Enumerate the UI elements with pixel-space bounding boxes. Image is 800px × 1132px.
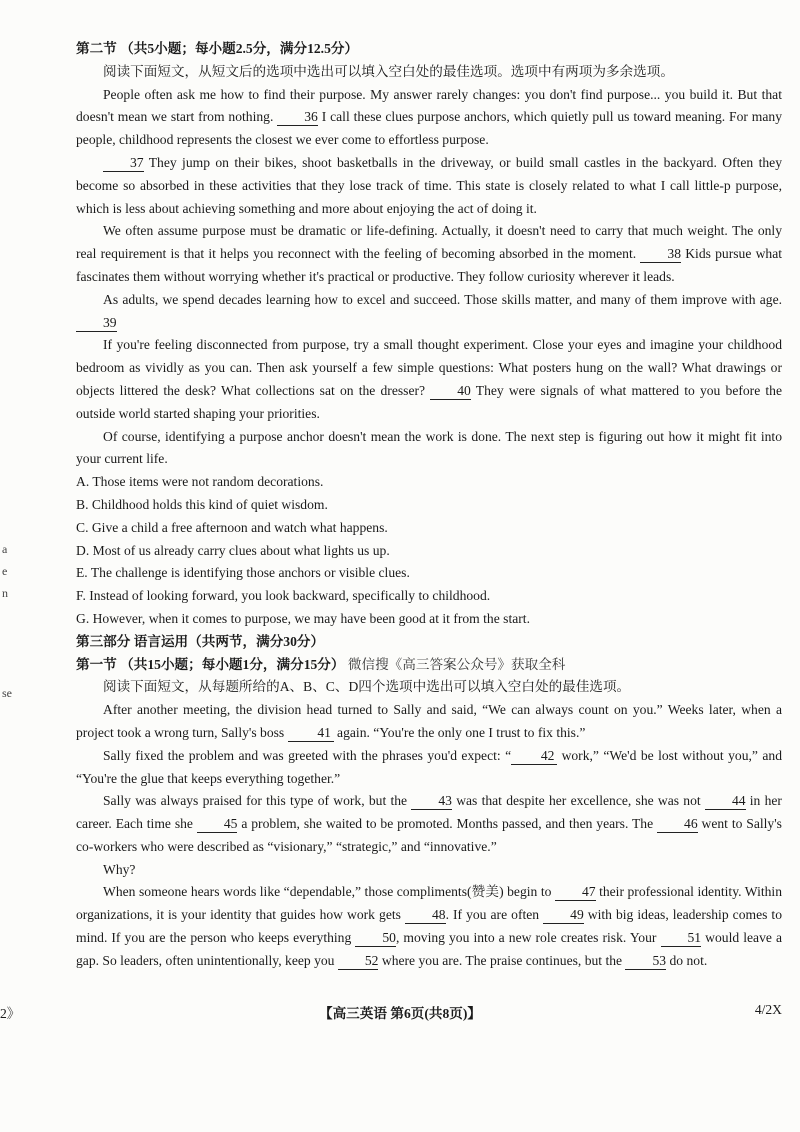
paragraph: Sally was always praised for this type of work, but the 43 was that despite her excellence, she was not 44 in her career. Each time she 45 a problem, she waited to be promoted. Months passed, and then years. The 46 went to Sally's co-workers who were described as “visionary,” “strategic,” and “innovative.” bbox=[76, 793, 782, 854]
paragraph: Why? bbox=[103, 861, 136, 877]
paragraph: Of course, identifying a purpose anchor doesn't mean the work is done. The next step is figuring out how it might fit into your current life. bbox=[76, 428, 782, 467]
blank-46[interactable]: 46 bbox=[657, 815, 698, 833]
blank-40[interactable]: 40 bbox=[430, 382, 471, 400]
blank-51[interactable]: 51 bbox=[661, 929, 702, 947]
blank-39[interactable]: 39 bbox=[76, 314, 117, 332]
paragraph: We often assume purpose must be dramatic or life-defining. Actually, it doesn't need to carry that much weight. The only real requirement is that it helps you reconnect with the feeling of becoming absorbed in the moment. 38 Kids pursue what fascinates them without worrying whether it's practical or productive. They follow curiosity wherever it leads. bbox=[76, 223, 783, 284]
paragraph: Sally fixed the problem and was greeted with the phrases you'd expect: “ 42 work,” “We'd be lost without you,” and “You're the glue that keeps everything together.” bbox=[76, 747, 782, 786]
option-a: A. Those items were not random decorations. bbox=[76, 474, 324, 490]
paragraph: After another meeting, the division head turned to Sally and said, “We can always count on you.” Weeks later, when a project took a wrong turn, Sally's boss 41 again. “You're the only one I trust to fix this.” bbox=[76, 702, 782, 740]
margin-mark: a bbox=[2, 542, 8, 556]
margin-mark: e bbox=[2, 564, 8, 578]
section-title: 第二节 （共5小题；每小题2.5分，满分12.5分） bbox=[76, 41, 359, 56]
option-e: E. The challenge is identifying those anchors or visible clues. bbox=[76, 565, 410, 581]
paragraph: People often ask me how to find their purpose. My answer rarely changes: you don't find purpose... you build it. But that doesn't mean we start from nothing. 36 I call these clues purpose anchors, which quietly pull us toward meaning. For many people, childhood represents the closest we ever come to effortless purpose. bbox=[76, 86, 782, 148]
blank-41[interactable]: 41 bbox=[288, 724, 334, 742]
margin-mark: n bbox=[2, 586, 8, 600]
blank-50[interactable]: 50 bbox=[355, 929, 396, 947]
blank-44[interactable]: 44 bbox=[705, 792, 746, 810]
watermark: 微信搜《高三答案公众号》获取全科 bbox=[347, 656, 566, 672]
blank-48[interactable]: 48 bbox=[405, 906, 446, 924]
option-c: C. Give a child a free afternoon and watch what happens. bbox=[76, 519, 388, 535]
option-d: D. Most of us already carry clues about what lights us up. bbox=[76, 542, 390, 558]
page-number: 【高三英语 第6页(共8页)】 bbox=[319, 1006, 481, 1021]
blank-52[interactable]: 52 bbox=[338, 952, 379, 970]
blank-37[interactable]: 37 bbox=[103, 154, 144, 172]
option-b: B. Childhood holds this kind of quiet wisdom. bbox=[76, 496, 328, 512]
paragraph: When someone hears words like “dependable,” those compliments(赞美) begin to 47 their professional identity. Within organizations, it is your identity that guides how work gets 48. If you are often 49 with big ideas, leadership comes to mind. If you are the person who keeps everything 50, moving you into a new role creates risk. Your 51 would leave a gap. So leaders, often unintentionally, keep you 52 where you are. The praise continues, but the 53 do not. bbox=[76, 884, 783, 968]
instruction: 阅读下面短文，从短文后的选项中选出可以填入空白处的最佳选项。选项中有两项为多余选项。 bbox=[103, 63, 674, 79]
paragraph: If you're feeling disconnected from purpose, try a small thought experiment. Close your eyes and imagine your childhood bedroom as vividly as you can. Then ask yourself a few simple questions: What posters hung on the wall? What drawings or objects littered the desk? What collections sat on the dresser? 40 They were signals of what mattered to you before the outside world started shaping your priorities. bbox=[76, 337, 783, 421]
blank-47[interactable]: 47 bbox=[555, 883, 596, 901]
paragraph: 37 They jump on their bikes, shoot basketballs in the driveway, or build small castles in the backyard. Often they become so absorbed in these activities that they lose track of time. This state is closely related to what I call little-p purpose, which is less about achieving something and more about enjoying the act of doing it. bbox=[76, 154, 782, 216]
option-f: F. Instead of looking forward, you look backward, specifically to childhood. bbox=[76, 588, 491, 604]
section-title: 第一节 （共15小题；每小题1分，满分15分） 微信搜《高三答案公众号》获取全科 bbox=[76, 656, 566, 672]
blank-42[interactable]: 42 bbox=[511, 747, 557, 765]
footer-left: 2》 bbox=[0, 1006, 21, 1021]
blank-43[interactable]: 43 bbox=[411, 792, 452, 810]
blank-36[interactable]: 36 bbox=[277, 108, 318, 126]
margin-mark: se bbox=[2, 686, 12, 700]
paragraph: As adults, we spend decades learning how to excel and succeed. Those skills matter, and many of them improve with age. 39 bbox=[76, 289, 782, 335]
footer-code: 4/2X bbox=[754, 1002, 782, 1017]
option-g: G. However, when it comes to purpose, we may have been good at it from the start. bbox=[76, 610, 530, 626]
blank-45[interactable]: 45 bbox=[197, 815, 238, 833]
blank-53[interactable]: 53 bbox=[625, 952, 666, 970]
blank-38[interactable]: 38 bbox=[640, 245, 681, 263]
blank-49[interactable]: 49 bbox=[543, 906, 584, 924]
exam-page bbox=[76, 38, 782, 973]
part-title: 第三部分 语言运用（共两节，满分30分） bbox=[76, 633, 325, 649]
instruction: 阅读下面短文，从每题所给的A、B、C、D四个选项中选出可以填入空白处的最佳选项。 bbox=[103, 679, 631, 695]
